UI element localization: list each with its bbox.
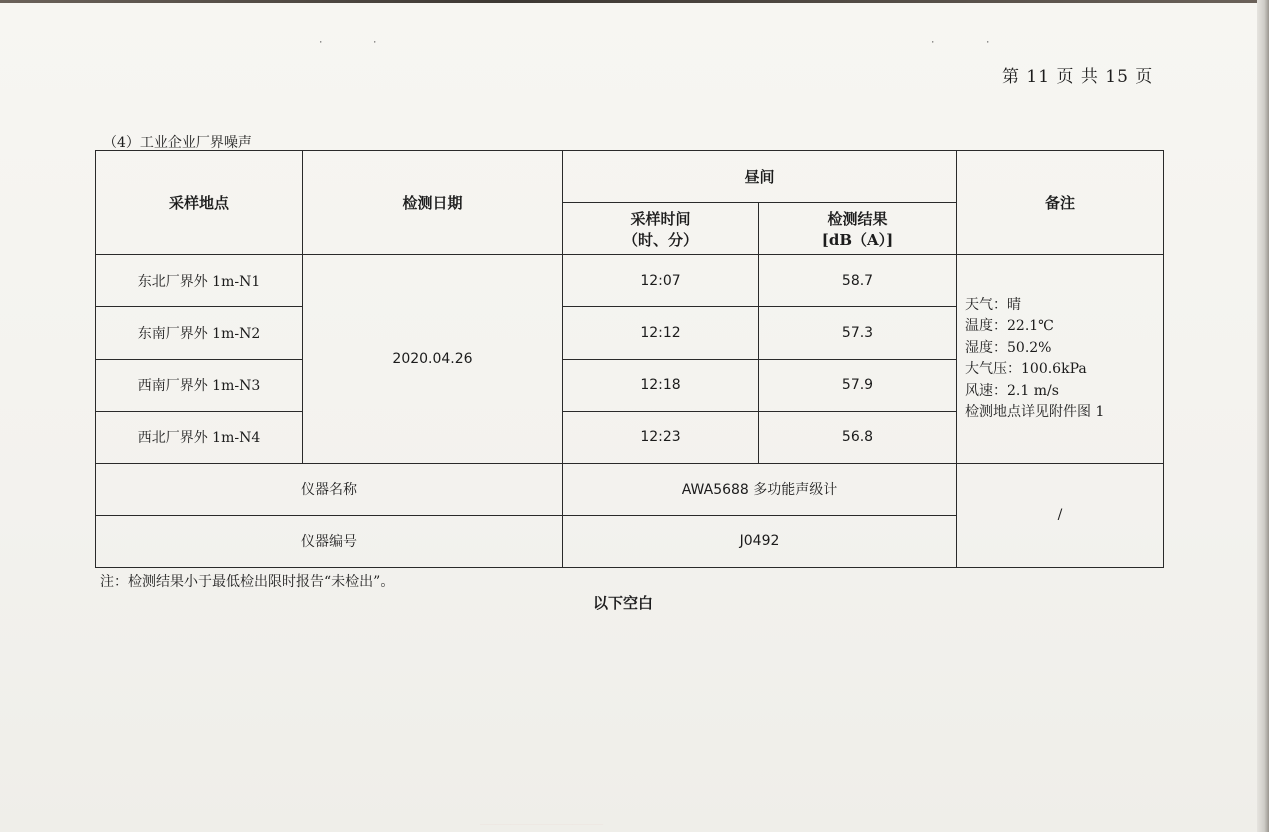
remark-pressure: 大气压：100.6kPa [965, 361, 1087, 377]
scan-right-edge [1257, 0, 1269, 832]
cell-location: 东南厂界外 1m-N2 [96, 307, 303, 359]
cell-time: 12:23 [563, 411, 759, 463]
scan-speck: ˙ [372, 40, 378, 53]
cell-location: 西北厂界外 1m-N4 [96, 411, 303, 463]
cell-result: 57.3 [759, 307, 957, 359]
cell-result: 57.9 [759, 359, 957, 411]
header-remarks: 备注 [957, 151, 1164, 255]
header-result-line2: [dB（A）] [821, 230, 894, 249]
scan-speck: ˙ [985, 40, 991, 53]
cell-location: 东北厂界外 1m-N1 [96, 255, 303, 307]
header-sampling-time-line2: （时、分） [622, 230, 698, 249]
scan-speck: ˙ [318, 40, 324, 53]
scan-top-edge [0, 0, 1269, 3]
table-row [96, 255, 1164, 307]
table-header-row [96, 151, 1164, 203]
section-title: （4）工业企业厂界噪声 [103, 135, 252, 151]
cell-result: 56.8 [759, 411, 957, 463]
instrument-name-row [96, 463, 1164, 515]
instrument-id-label: 仪器编号 [96, 515, 563, 567]
instrument-id-value: J0492 [563, 515, 957, 567]
instrument-remark: / [957, 463, 1164, 567]
header-location: 采样地点 [96, 151, 303, 255]
instrument-name-label: 仪器名称 [96, 463, 563, 515]
footnote: 注：检测结果小于最低检出限时报告“未检出”。 [100, 574, 395, 590]
header-sampling-time-line1: 采样时间 [630, 209, 691, 228]
page-number: 第 11 页 共 15 页 [1002, 67, 1154, 87]
cell-location: 西南厂界外 1m-N3 [96, 359, 303, 411]
header-result-line1: 检测结果 [827, 209, 888, 228]
cell-remarks [957, 255, 1164, 464]
header-result [759, 203, 957, 255]
remark-location-ref: 检测地点详见附件图 1 [965, 404, 1105, 420]
blank-below-notice: 以下空白 [593, 594, 654, 612]
remark-wind-speed: 风速：2.1 m/s [965, 382, 1059, 399]
remark-temperature: 温度：22.1℃ [965, 318, 1054, 334]
stamp-fragment: ▔▔▔▔▔▔▔▔▔▔▔▔▔▔▔▔ [480, 824, 604, 832]
cell-time: 12:18 [563, 359, 759, 411]
cell-time: 12:12 [563, 307, 759, 359]
cell-result: 58.7 [759, 255, 957, 307]
header-daytime: 昼间 [563, 151, 957, 203]
scan-speck: ˙ [930, 40, 936, 53]
instrument-name-value: AWA5688 多功能声级计 [563, 463, 957, 515]
remark-weather: 天气：晴 [965, 296, 1022, 313]
header-sampling-time [563, 203, 759, 255]
cell-date: 2020.04.26 [303, 255, 563, 464]
cell-time: 12:07 [563, 255, 759, 307]
header-date: 检测日期 [303, 151, 563, 255]
remark-humidity: 湿度：50.2% [965, 339, 1052, 356]
noise-results-table [95, 150, 1164, 568]
